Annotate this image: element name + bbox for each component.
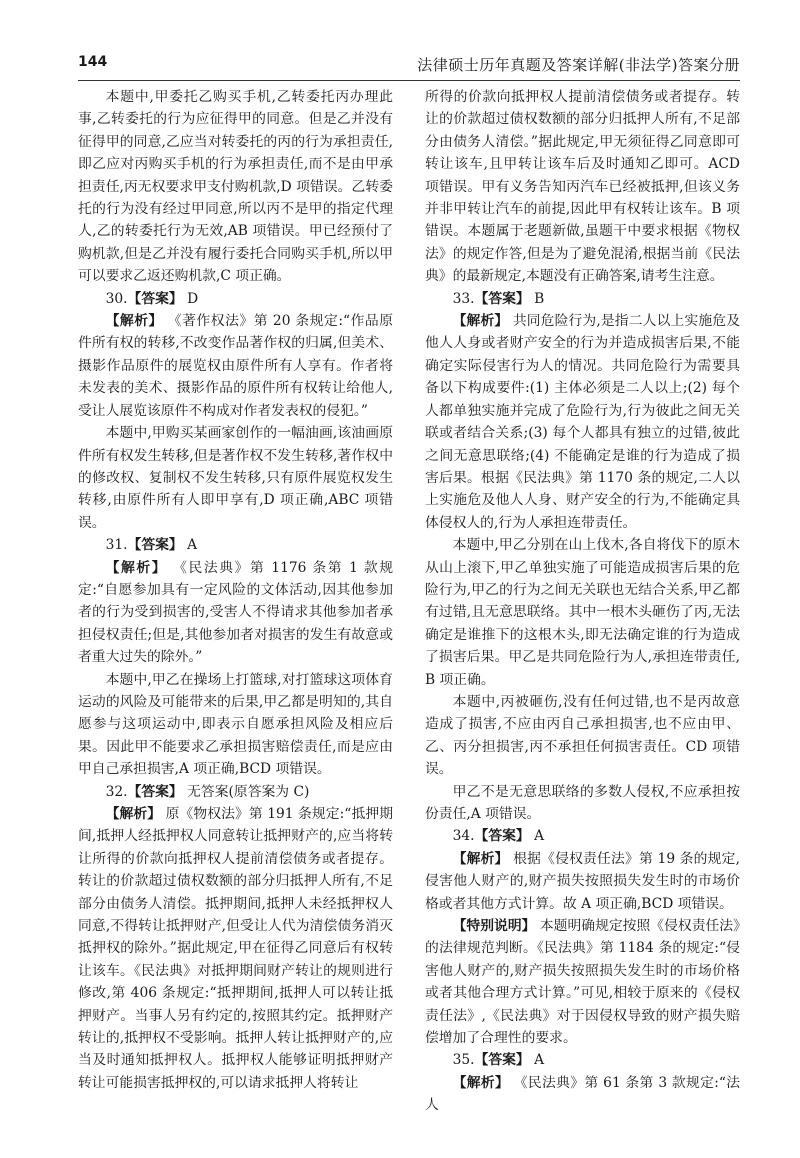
answer-line-30: 30.【答案】 D — [105, 290, 199, 307]
right-column — [425, 86, 740, 1144]
answer-line-34: 34.【答案】 A — [452, 828, 545, 845]
paragraph: 本题中,甲委托乙购买手机,乙转委托丙办理此事,乙转委托的行为应征得甲的同意。但是乙并没有征得甲的同意,乙应当对转委托的丙的行为承担责任,即乙应对丙购买手机的行为承担责任,而不是由甲承担责任,丙无权要求甲支付购机款,D 项错误。乙转委托的行为没有经过甲同意,所以丙不是甲的指定代理人,乙的转委托行为无效,AB 项错误。甲已经预付了购机款,但是乙并没有履行委托合同购买手机,所以甲可以要求乙返还购机款,C 项正确。 — [78, 89, 393, 285]
explanation-30: 【解析】 《著作权法》第 20 条规定:“作品原件所有权的转移,不改变作品著作权的归属,但美术、摄影作品原件的展览权由原件所有人享有。作者将未发表的美术、摄影作品的原件所有权转让给他人,受让人展览该原件不构成对作者发表权的侵犯。” — [78, 313, 394, 419]
explanation-31: 【解析】 《民法典》第 1176 条第 1 款规定:“自愿参加具有一定风险的文体活动,因其他参加者的行为受到损害的,受害人不得请求其他参加者承担侵权责任;但是,其他参加者对损害的发生有故意或者重大过失的除外。” — [78, 559, 394, 666]
paragraph: 本题中,甲购买某画家创作的一幅油画,该油画原件所有权发生转移,但是著作权不发生转移,著作权中的修改权、复制权不发生转移,只有原件展览权发生转移,由原件所有人即甲享有,D 项正确,ABC 项错误。 — [78, 425, 393, 531]
left-column — [78, 86, 393, 1144]
paragraph: 甲乙不是无意思联络的多数人侵权,不应承担按份责任,A 项错误。 — [425, 783, 740, 822]
paragraph: 本题中,甲乙在操场上打篮球,对打篮球这项体育运动的风险及可能带来的后果,甲乙都是明知的,其自愿参与这项运动中,即表示自愿承担风险及相应后果。因此甲不能要求乙承担损害赔偿责任,而是应由甲自己承担损害,A 项正确,BCD 项错误。 — [78, 671, 393, 778]
explanation-33: 【解析】 共同危险行为,是指二人以上实施危及他人人身或者财产安全的行为并造成损害后果,不能确定实际侵害行为人的情况。共同危险行为需要具备以下构成要件:(1) 主体必须是二人以上;(2) 每个人都单独实施并完成了危险行为,行为彼此之间无关联或者结合关系;(3) 每个人都具有独立的过错,彼此之间无意思联络;(4) 不能确定是谁的行为造成了损害后果。根据《民法典》第 1170 条的规定,二人以上实施危及他人人身、财产安全的行为,不能确定具体侵权人的,行为人承担连带责任。 — [425, 313, 740, 531]
page-number: 144 — [78, 54, 108, 70]
text-columns — [78, 86, 740, 1144]
page-header — [78, 52, 740, 78]
paragraph: 本题中,甲乙分别在山上伐木,各自将伐下的原木从山上滚下,甲乙单独实施了可能造成损害后果的危险行为,甲乙的行为之间无关联也无结合关系,甲乙都有过错,且无意思联络。其中一根木头砸伤了丙,无法确定是谁推下的这根木头,即无法确定谁的行为造成了损害后果。甲乙是共同危险行为人,承担连带责任,B 项正确。 — [425, 537, 740, 688]
header-rule — [78, 80, 740, 81]
paragraph: 本题中,丙被砸伤,没有任何过错,也不是丙故意造成了损害,不应由丙自己承担损害,也不应由甲、乙、丙分担损害,丙不承担任何损害责任。CD 项错误。 — [425, 693, 740, 778]
running-title: 法律硕士历年真题及答案详解(非法学)答案分册 — [417, 56, 740, 74]
answer-line-32: 32.【答案】 无答案(原答案为 C) — [105, 783, 310, 800]
answer-line-33: 33.【答案】 B — [452, 290, 545, 307]
answer-line-31: 31.【答案】 A — [105, 537, 198, 554]
explanation-35: 【解析】 《民法典》第 61 条第 3 款规定:“法人 — [425, 1074, 741, 1114]
explanation-32: 【解析】 原《物权法》第 191 条规定:“抵押期间,抵押人经抵押权人同意转让抵押财产的,应当将转让所得的价款向抵押权人提前清偿债务或者提存。转让的价款超过债权数额的部分归抵押人所有,不足部分由债务人清偿。抵押期间,抵押人未经抵押权人同意,不得转让抵押财产,但受让人代为清偿债务消灭抵押权的除外。”据此规定,甲在征得乙同意后有权转让该车。《民法典》对抵押期间财产转让的规则进行修改,第 406 条规定:“抵押期间,抵押人可以转让抵押财产。当事人另有约定的,按照其约定。抵押财产转让的,抵押权不受影响。抵押人转让抵押财产的,应当及时通知抵押权人。抵押权人能够证明抵押财产转让可能损害抵押权的,可以请求抵押人将转让 — [78, 806, 394, 1091]
special-note-34: 【特别说明】 本题明确规定按照《侵权责任法》的法律规范判断。《民法典》第 1184 条的规定:“侵害他人财产的,财产损失按照损失发生时的市场价格或者其他合理方式计算。”可见,相较于原来的《侵权责任法》,《民法典》对于因侵权导致的财产损失赔偿增加了合理性的要求。 — [425, 918, 741, 1047]
paragraph: 所得的价款向抵押权人提前清偿债务或者提存。转让的价款超过债权数额的部分归抵押人所有,不足部分由债务人清偿。”据此规定,甲无须征得乙同意即可转让该车,且甲转让该车后及时通知乙即可。ACD 项错误。甲有义务告知丙汽车已经被抵押,但该义务并非甲转让汽车的前提,因此甲有权转让该车。B 项错误。本题属于老题新做,虽题干中要求根据《物权法》的规定作答,但是为了避免混淆,根据当前《民法典》的最新规定,本题没有正确答案,请考生注意。 — [425, 89, 740, 285]
explanation-34: 【解析】 根据《侵权责任法》第 19 条的规定,侵害他人财产的,财产损失按照损失发生时的市场价格或者其他方式计算。故 A 项正确,BCD 项错误。 — [425, 850, 741, 912]
answer-line-35: 35.【答案】 A — [452, 1052, 545, 1069]
